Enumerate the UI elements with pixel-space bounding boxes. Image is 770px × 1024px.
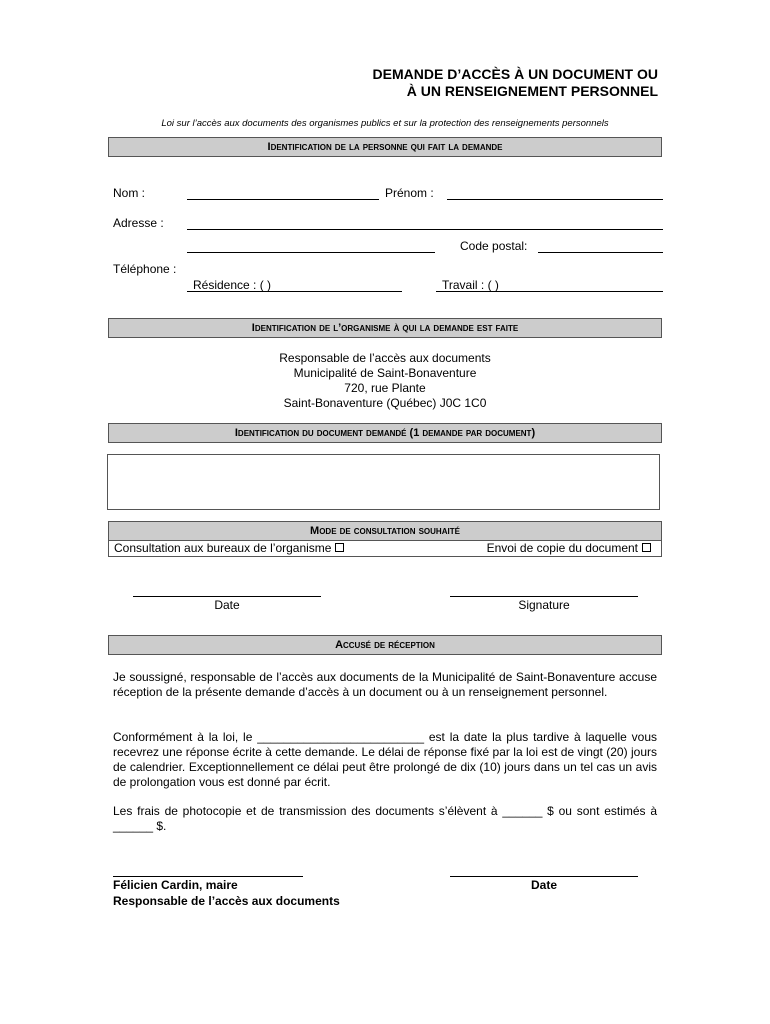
prenom-field[interactable] [447, 199, 663, 200]
nom-field[interactable] [187, 199, 379, 200]
reception-paragraph-2: Conformément à la loi, le _________________________ est la date la plus tardive à laquelle vous recevrez une réponse écrite à cette demande. Le délai de réponse fixé par la loi est de vingt (20) jours de calendrier. Exceptionnellement ce délai peut être prolongé de dix (10) jours dans un tel cas un avis de prolongation vous est donné par écrit. [113, 730, 657, 789]
checkbox-icon[interactable] [335, 543, 344, 552]
residence-phone-field[interactable] [187, 291, 402, 292]
reception-date-label: Date [530, 878, 557, 892]
requester-date-line[interactable] [133, 596, 321, 597]
adresse-label: Adresse : [113, 216, 164, 230]
reception-paragraph-3: Les frais de photocopie et de transmission des documents s’élèvent à ______ $ ou sont estimés à ______ $. [113, 804, 657, 833]
section-header-requester: Identification de la personne qui fait la demande [108, 137, 662, 157]
consultation-options-row [108, 540, 662, 557]
option-consultation-bureaux[interactable]: Consultation aux bureaux de l’organisme [114, 541, 344, 555]
signer-role: Responsable de l’accès aux documents [113, 894, 340, 908]
mayor-signature-line[interactable] [113, 876, 303, 877]
org-line1: Responsable de l’accès aux documents [279, 351, 491, 365]
document-description-box[interactable] [107, 454, 660, 510]
code-postal-field[interactable] [538, 252, 663, 253]
section-header-accuse-reception: Accusé de réception [108, 635, 662, 655]
document-title-line2: À UN RENSEIGNEMENT PERSONNEL [406, 83, 658, 99]
telephone-label: Téléphone : [113, 262, 177, 276]
nom-label: Nom : [113, 186, 146, 200]
travail-phone-field[interactable] [436, 291, 663, 292]
signer-name: Félicien Cardin, maire [113, 878, 238, 892]
law-reference: Loi sur l’accès aux documents des organismes publics et sur la protection des renseignements personnels [161, 118, 609, 129]
org-line2: Municipalité de Saint-Bonaventure [293, 366, 477, 380]
checkbox-icon[interactable] [642, 543, 651, 552]
reception-paragraph-1: Je soussigné, responsable de l’accès aux documents de la Municipalité de Saint-Bonaventure accuse réception de la présente demande d’accès à un document ou à un renseignement personnel. [113, 670, 657, 699]
org-line3: 720, rue Plante [344, 381, 426, 395]
adresse-field-line2[interactable] [187, 252, 435, 253]
reception-date-line[interactable] [450, 876, 638, 877]
travail-label: Travail : ( ) [442, 278, 499, 292]
requester-signature-line[interactable] [450, 596, 638, 597]
organization-address [108, 351, 662, 411]
org-line4: Saint-Bonaventure (Québec) J0C 1C0 [283, 396, 487, 410]
code-postal-label: Code postal: [460, 239, 528, 253]
section-header-consultation-mode: Mode de consultation souhaité [108, 521, 662, 541]
section-header-document: Identification du document demandé (1 demande par document) [108, 423, 662, 443]
option-envoi-copie[interactable]: Envoi de copie du document [487, 541, 651, 555]
section-header-organization: Identification de l’organisme à qui la demande est faite [108, 318, 662, 338]
residence-label: Résidence : ( ) [193, 278, 272, 292]
requester-date-label: Date [214, 598, 240, 612]
adresse-field-line1[interactable] [187, 229, 663, 230]
document-title-line1: DEMANDE D’ACCÈS À UN DOCUMENT OU [372, 66, 658, 82]
prenom-label: Prénom : [385, 186, 434, 200]
requester-signature-label: Signature [518, 598, 570, 612]
